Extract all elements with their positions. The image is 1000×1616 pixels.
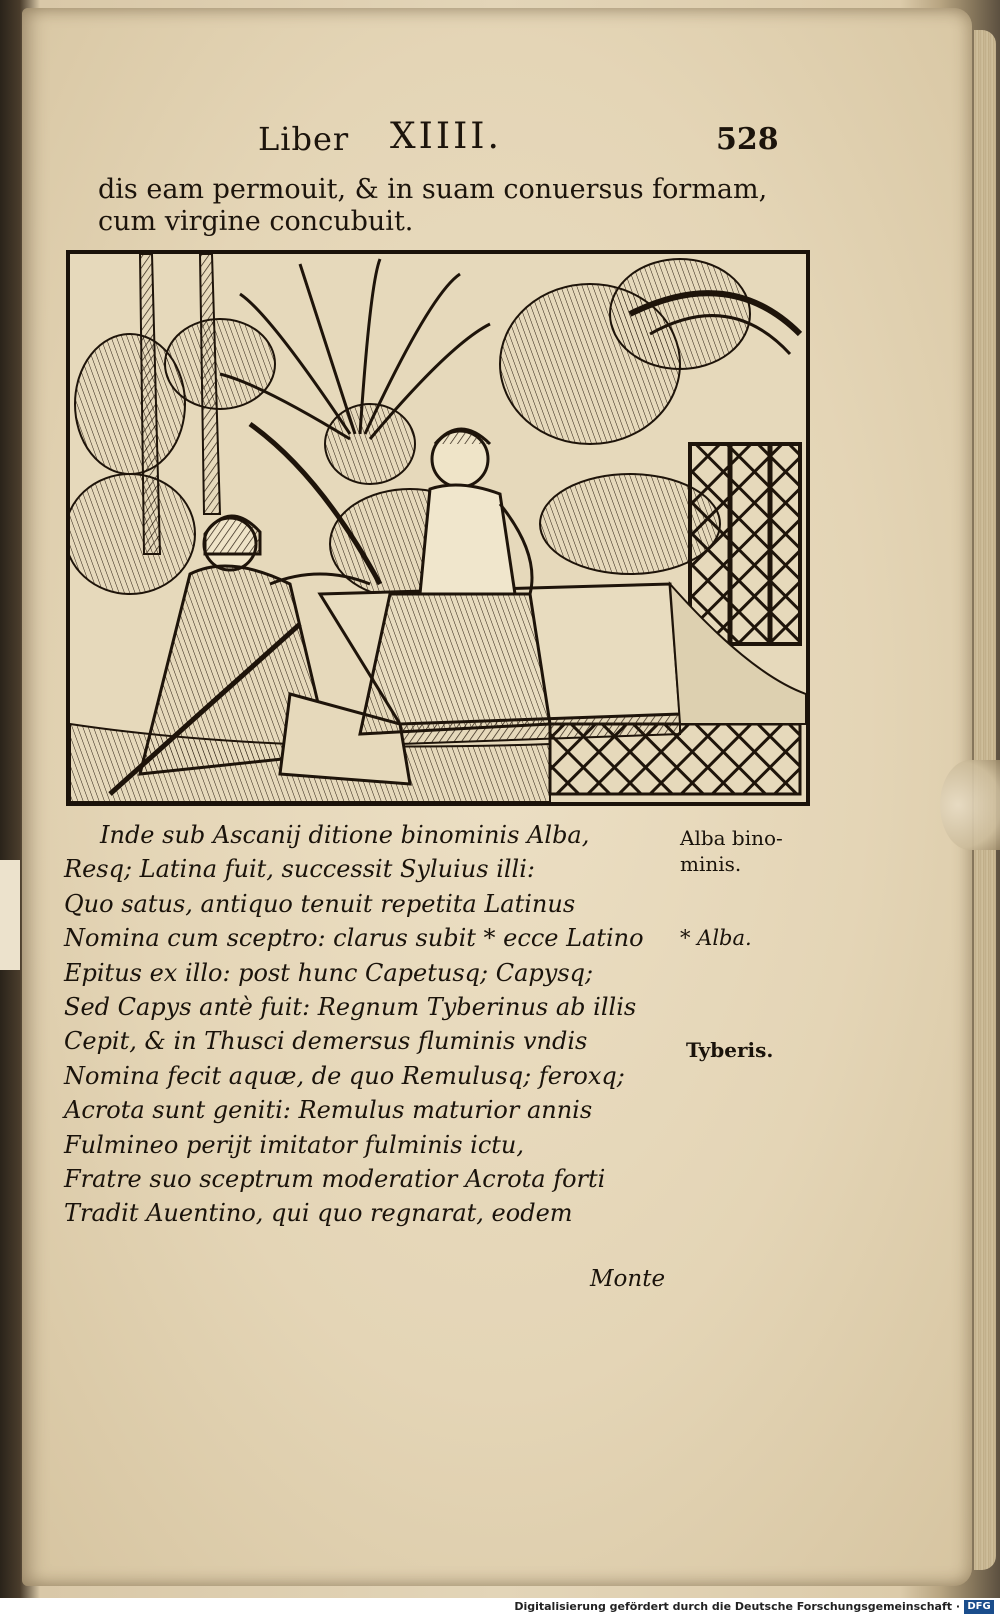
margin-note-alba-star: * Alba. (680, 926, 752, 950)
woodcut-illustration (66, 250, 810, 806)
verse-line: Sed Capys antè fuit: Regnum Tyberinus ab illis (64, 993, 637, 1022)
prose-paragraph (98, 174, 798, 238)
digitization-credit: Digitalisierung gefördert durch die Deutsche Forschungsgemeinschaft · (514, 1600, 960, 1613)
running-head-liber: Liber (258, 120, 350, 158)
verse-line: Fratre suo sceptrum moderatior Acrota forti (64, 1165, 606, 1194)
running-head (0, 114, 1000, 174)
prose-line: dis eam permouit, & in suam conuersus formam, (98, 174, 768, 205)
running-head-book-number: XIIII. (390, 116, 502, 157)
prose-line: cum virgine concubuit. (98, 206, 414, 237)
verse-line: Nomina cum sceptro: clarus subit * ecce Latino (64, 924, 644, 953)
margin-note-tyberis: Tyberis. (686, 1038, 774, 1062)
verse-line: Epitus ex illo: post hunc Capetusq; Capysq; (64, 958, 594, 987)
book-clasp (940, 760, 1000, 850)
verse-line: Fulmineo perijt imitator fulminis ictu, (64, 1130, 525, 1159)
catchword: Monte (590, 1266, 666, 1292)
verse-line: Tradit Auentino, qui quo regnarat, eodem (64, 1199, 573, 1228)
verse-line: Nomina fecit aquæ, de quo Remulusq; feroxq; (64, 1061, 625, 1090)
verse-block (64, 818, 684, 1231)
dfg-logo-icon: DFG (964, 1600, 994, 1614)
verse-line: Cepit, & in Thusci demersus fluminis vndis (64, 1027, 588, 1056)
margin-note-alba: Alba bino- (680, 826, 783, 850)
margin-note-alba-cont: minis. (680, 852, 742, 876)
page-number: 528 (716, 122, 779, 157)
verse-line: Inde sub Ascanij ditione binominis Alba, (100, 821, 590, 849)
facing-page-sliver (0, 860, 20, 970)
verse-line: Acrota sunt geniti: Remulus maturior annis (64, 1096, 593, 1125)
verse-line: Resq; Latina fuit, successit Syluius illi: (64, 855, 535, 884)
verse-line: Quo satus, antiquo tenuit repetita Latinus (64, 889, 576, 918)
